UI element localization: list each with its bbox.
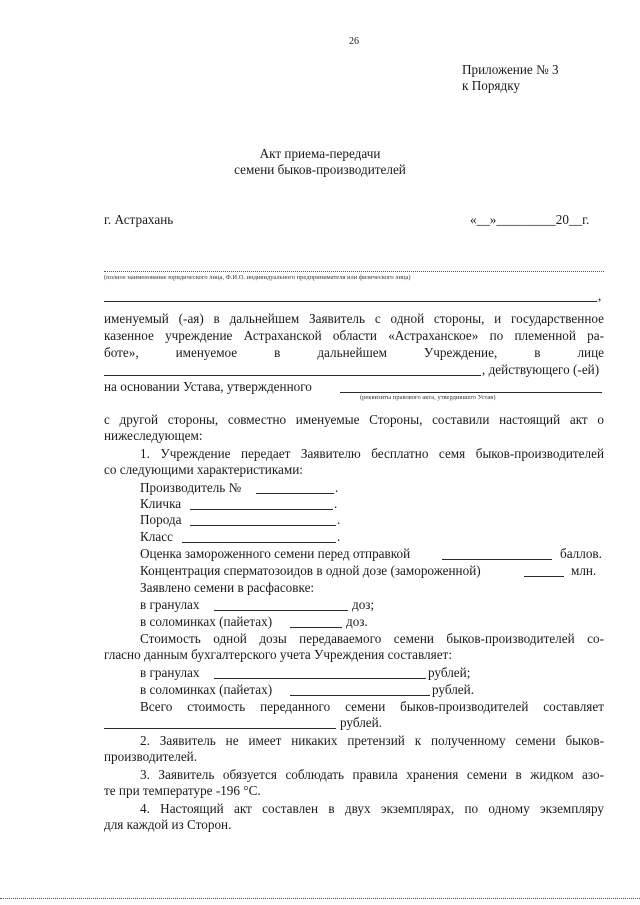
field-declared: Заявлено семени в расфасовке: [140, 580, 315, 595]
concentration-line [524, 576, 564, 577]
producer-line [256, 493, 334, 494]
field-concentration: Концентрация сперматозоидов в одной дозе (замороженной) [140, 563, 481, 578]
applicant-line [104, 271, 604, 272]
item-1-line-2: со следующими характеристиками: [104, 462, 303, 477]
item-2-line-2: производителей. [104, 749, 198, 764]
concentration-unit: млн. [571, 563, 597, 578]
para-basis: на основании Устава, утвержденного [104, 379, 312, 394]
page-bottom-edge [0, 898, 640, 899]
field-name: Кличка [140, 496, 182, 511]
class-line [182, 542, 336, 543]
place: г. Астрахань [104, 212, 174, 227]
granules-line [214, 610, 348, 611]
field-breed: Порода [140, 512, 182, 527]
appendix-line-2: к Порядку [462, 78, 521, 93]
para-other-2: нижеследующем: [104, 428, 203, 443]
field-straws: в соломинках (пайетах) [140, 614, 273, 629]
class-dot: . [337, 529, 341, 544]
para-named: именуемый (-ая) в дальнейшем Заявитель с одной стороны, и государственное [104, 311, 604, 326]
cost-straws-line [290, 695, 430, 696]
date-field: «__»_________20__г. [470, 212, 590, 227]
straws-doses: доз. [346, 614, 368, 629]
cost-straws-unit: рублей. [432, 682, 475, 697]
granules-doses: доз; [352, 597, 375, 612]
para-bote: боте», именуемое в дальнейшем Учреждение, в лице [104, 345, 604, 360]
applicant-hint: (полное наименование юридического лица, Ф.И.О. индивидуального предпринимателя или физического лица) [104, 274, 411, 281]
item-4-line-1: 4. Настоящий акт составлен в двух экземплярах, по одному экземпляру [140, 801, 604, 816]
field-class: Класс [140, 529, 173, 544]
producer-dot: . [335, 480, 339, 495]
field-producer: Производитель № [140, 480, 242, 495]
name-line [190, 509, 333, 510]
appendix-line-1: Приложение № 3 [462, 62, 559, 77]
item-4-line-2: для каждой из Сторон. [104, 817, 232, 832]
item-2-line-1: 2. Заявитель не имеет никаких претензий к полученному семени быков- [140, 733, 604, 748]
person-line [104, 375, 481, 376]
basis-line [340, 392, 602, 393]
score-line [442, 559, 552, 560]
cost-line-1: Стоимость одной дозы передаваемого семени быков-производителей со- [140, 631, 604, 646]
breed-dot: . [337, 512, 341, 527]
total-line [104, 728, 336, 729]
cost-granules-unit: рублей; [428, 665, 471, 680]
straws-line [290, 627, 342, 628]
item-3-line-1: 3. Заявитель обязуется соблюдать правила хранения семени в жидком азо- [140, 767, 604, 782]
cost-granules: в гранулах [140, 665, 200, 680]
para-other-1: с другой стороны, совместно именуемые Стороны, составили настоящий акт о [104, 412, 604, 427]
total-unit: рублей. [340, 715, 383, 730]
title-line-1: Акт приема-передачи [259, 146, 381, 161]
item-1-line-1: 1. Учреждение передает Заявителю бесплатно семя быков-производителей [140, 446, 604, 461]
item-3-line-2: те при температуре -196 °С. [104, 783, 261, 798]
total-line-1: Всего стоимость переданного семени быков-производителей составляет [140, 699, 604, 714]
cost-line-2: гласно данным бухгалтерского учета Учреждения составляет: [104, 647, 452, 662]
cost-straws: в соломинках (пайетах) [140, 682, 273, 697]
basis-hint: (реквизиты правового акта, утвердившего Устав) [360, 394, 496, 401]
para-acting: , действующего (-ей) [482, 362, 600, 377]
cost-granules-line [214, 678, 426, 679]
field-score: Оценка замороженного семени перед отправкой [140, 546, 411, 561]
name-dot: . [334, 496, 338, 511]
field-granules: в гранулах [140, 597, 200, 612]
page-number: 26 [349, 36, 359, 47]
applicant-line-2 [104, 301, 597, 302]
applicant-comma: , [598, 288, 602, 303]
title-line-2: семени быков-производителей [234, 162, 406, 177]
breed-line [190, 525, 336, 526]
para-kazennoe: казенное учреждение Астраханской области «Астраханское» по племенной ра- [104, 328, 604, 343]
score-unit: баллов. [560, 546, 602, 561]
